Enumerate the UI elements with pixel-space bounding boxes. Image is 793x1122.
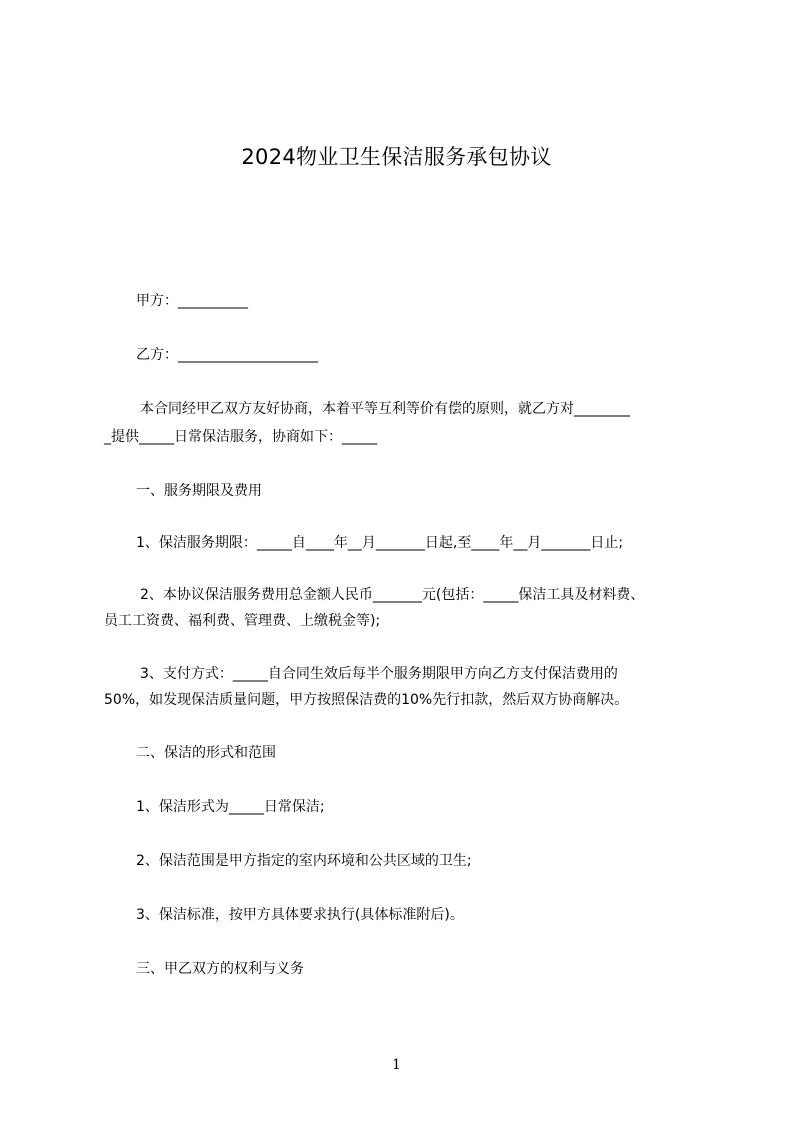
intro-paragraph-line-2: _提供_____日常保洁服务，协商如下：_____ — [104, 429, 377, 445]
section-1-item-2-line-2: 员工工资费、福利费、管理费、上缴税金等); — [104, 613, 381, 629]
section-1-item-3-line-2: 50%，如发现保洁质量问题，甲方按照保洁费的10%先行扣款，然后双方协商解决。 — [104, 692, 629, 708]
section-3-heading: 三、甲乙双方的权利与义务 — [136, 961, 304, 977]
party-a-line: 甲方：__________ — [136, 293, 248, 309]
party-b-line: 乙方：____________________ — [136, 347, 318, 363]
section-1-item-3-line-1: 3、支付方式：_____自合同生效后每半个服务期限甲方向乙方支付保洁费用的 — [140, 666, 618, 682]
section-1-heading: 一、服务期限及费用 — [136, 483, 262, 499]
section-2-item-2: 2、保洁范围是甲方指定的室内环境和公共区域的卫生; — [136, 853, 472, 869]
page-number: 1 — [392, 1057, 401, 1073]
section-2-heading: 二、保洁的形式和范围 — [136, 745, 276, 761]
section-1-item-1: 1、保洁服务期限：_____自____年__月_______日起,至____年__月_______日止; — [136, 535, 624, 551]
section-2-item-3: 3、保洁标准，按甲方具体要求执行(具体标准附后)。 — [136, 907, 464, 923]
section-1-item-2-line-1: 2、本协议保洁服务费用总金额人民币_______元(包括：_____保洁工具及材料费、 — [140, 587, 645, 603]
intro-paragraph-line-1: 本合同经甲乙双方友好协商，本着平等互利等价有偿的原则，就乙方对________ — [140, 401, 630, 417]
document-title: 2024物业卫生保洁服务承包协议 — [241, 145, 552, 169]
section-2-item-1: 1、保洁形式为_____日常保洁; — [136, 799, 325, 815]
